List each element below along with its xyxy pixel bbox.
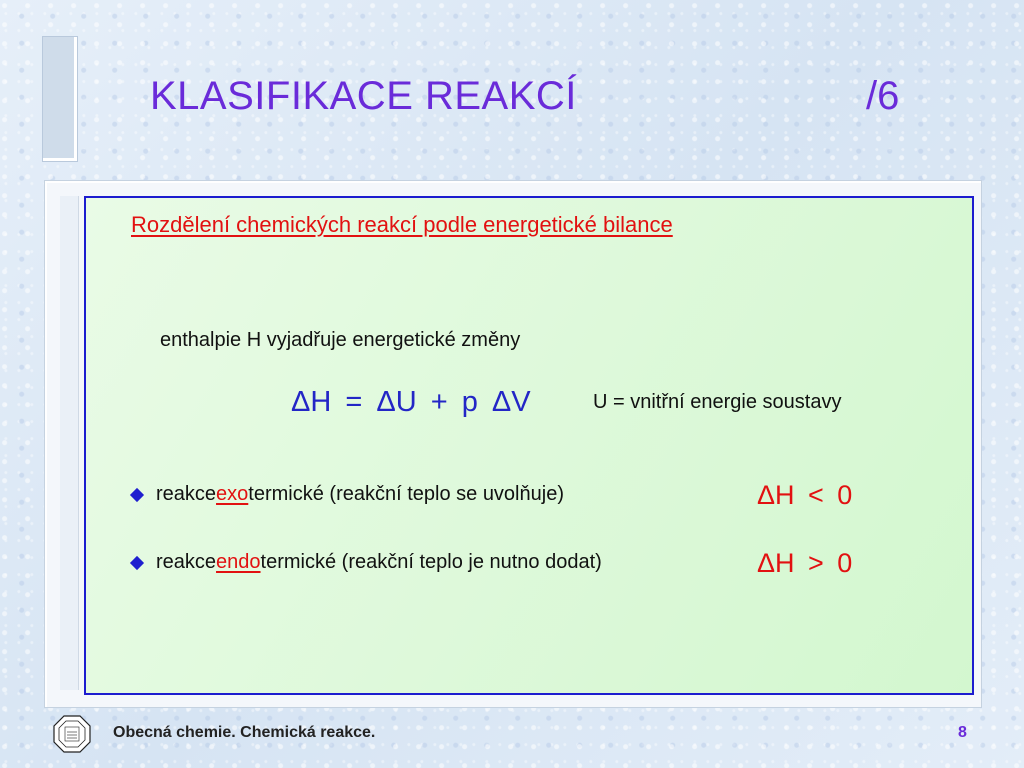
panel-left-strip bbox=[60, 196, 79, 690]
bullet-suffix: termické (reakční teplo je nutno dodat) bbox=[260, 551, 602, 573]
bullet-highlight: endo bbox=[216, 551, 261, 573]
exothermic-condition: ΔH < 0 bbox=[757, 480, 853, 510]
content-box bbox=[84, 196, 974, 695]
content-subtitle: Rozdělení chemických reakcí podle energetické bilance bbox=[131, 212, 673, 237]
slide-title: KLASIFIKACE REAKCÍ bbox=[150, 74, 577, 118]
enthalpy-description: enthalpie H vyjadřuje energetické změny bbox=[160, 329, 521, 351]
footer-course-title: Obecná chemie. Chemická reakce. bbox=[113, 724, 376, 741]
bullet-exothermic bbox=[132, 483, 564, 506]
bullet-suffix: termické (reakční teplo se uvolňuje) bbox=[248, 483, 564, 505]
bullet-prefix: reakce bbox=[156, 483, 217, 505]
bullet-prefix: reakce bbox=[156, 551, 217, 573]
bullet-diamond-icon bbox=[130, 487, 144, 501]
enthalpy-equation: ΔH = ΔU + p ΔV bbox=[291, 386, 531, 418]
bullet-endothermic bbox=[132, 551, 602, 574]
internal-energy-note: U = vnitřní energie soustavy bbox=[593, 391, 842, 413]
bullet-highlight: exo bbox=[216, 483, 249, 505]
endothermic-condition: ΔH > 0 bbox=[757, 548, 853, 578]
slide-title-number: /6 bbox=[866, 74, 900, 118]
bullet-diamond-icon bbox=[130, 555, 144, 569]
page-number: 8 bbox=[958, 724, 967, 741]
university-seal-icon bbox=[52, 714, 92, 754]
title-decoration-bar bbox=[42, 36, 78, 162]
